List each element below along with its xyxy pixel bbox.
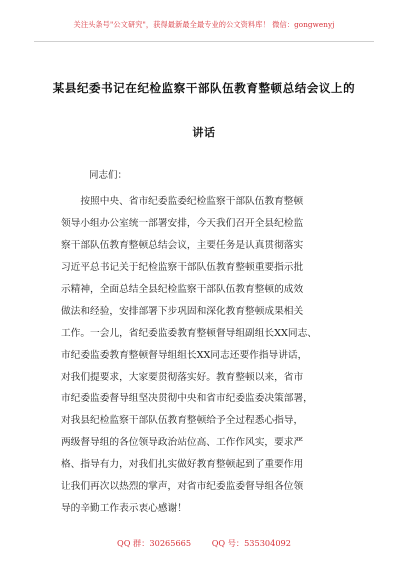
footer-qq-group: QQ 群：30265665 bbox=[117, 538, 192, 548]
footer-qq-number: QQ 号：535304092 bbox=[211, 538, 291, 548]
body-line: 领导小组办公室统一部署安排，今天我们召开全县纪检监 bbox=[61, 217, 304, 229]
body-line: 做法和经验，安排部署下步巩固和深化教育整顿成果相关 bbox=[61, 305, 304, 317]
document-title: 某县纪委书记在纪检监察干部队伍教育整顿总结会议上的 bbox=[52, 81, 356, 95]
body-line: 导的辛勤工作表示衷心感谢！ bbox=[61, 503, 187, 515]
footer-contact bbox=[0, 538, 408, 549]
body-line: 示精神，全面总结全县纪检监察干部队伍教育整顿的成效 bbox=[61, 283, 304, 295]
body-line: 察干部队伍教育整顿总结会议，主要任务是认真贯彻落实 bbox=[61, 239, 304, 251]
body-line: 对我们提要求，大家要贯彻落实好。教育整顿以来，省市 bbox=[61, 371, 304, 383]
body-line: 格、指导有力，对我们扎实做好教育整顿起到了重要作用 bbox=[61, 459, 304, 471]
body-line: 对我县纪检监察干部队伍教育整顿给予全过程悉心指导， bbox=[61, 415, 304, 427]
header-divider bbox=[34, 41, 374, 42]
body-line: 市纪委监委督导组坚决贯彻中央和省市纪委监委决策部署， bbox=[61, 393, 313, 405]
body-line: 按照中央、省市纪委监委纪检监察干部队伍教育整顿 bbox=[61, 196, 304, 207]
body-line: 两级督导组的各位领导政治站位高、工作作风实，要求严 bbox=[61, 437, 304, 449]
document-subtitle: 讲话 bbox=[192, 126, 216, 139]
body-line: 让我们再次以热烈的掌声，对省市纪委监委督导组各位领 bbox=[61, 481, 304, 493]
body-line: 市纪委监委教育整顿督导组组长XX同志还要作指导讲话， bbox=[61, 349, 308, 361]
greeting: 同志们： bbox=[89, 170, 128, 181]
document-body bbox=[61, 191, 351, 520]
header-banner: 关注头条号"公文研究"，获得最新最全最专业的公文资料库！ 微信：gongwenyj bbox=[73, 20, 335, 29]
body-line: 工作。一会儿，省纪委监委教育整顿督导组副组长XX同志、 bbox=[61, 327, 317, 339]
body-line: 习近平总书记关于纪检监察干部队伍教育整顿重要指示批 bbox=[61, 261, 304, 273]
